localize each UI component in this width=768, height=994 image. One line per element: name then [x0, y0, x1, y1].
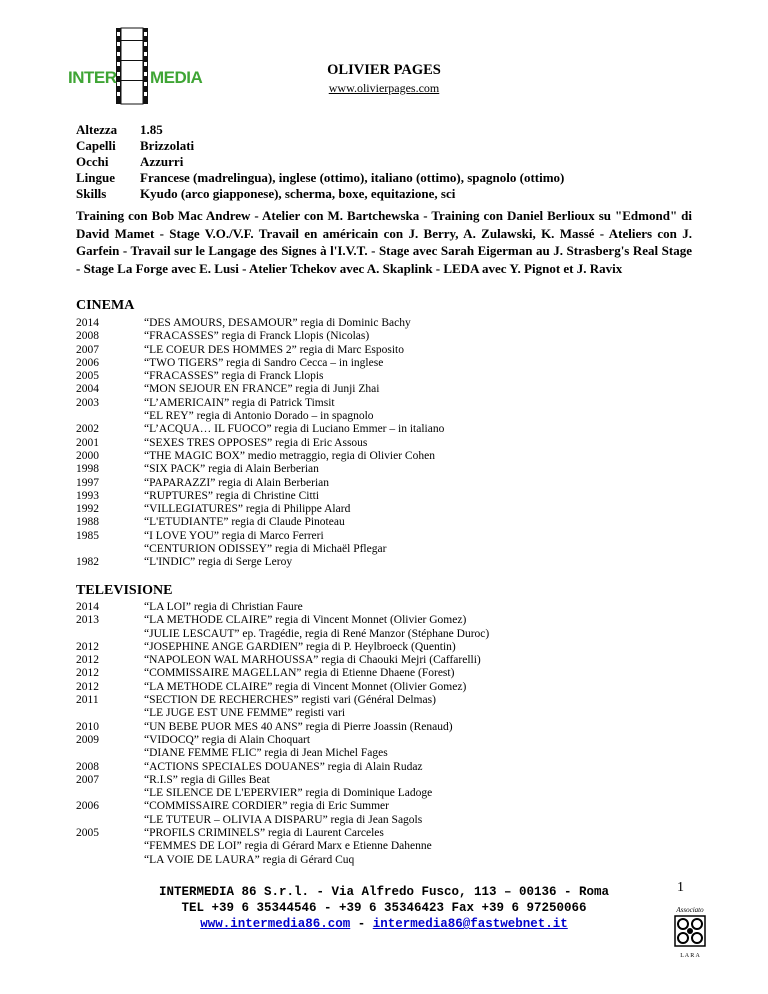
attribute-value: Francese (madrelingua), inglese (ottimo), italiano (ottimo), spagnolo (ottimo) — [140, 170, 565, 185]
cinema-list — [76, 317, 444, 570]
tv-heading: TELEVISIONE — [76, 583, 173, 598]
cinema-heading: CINEMA — [76, 298, 135, 313]
tv-entry — [76, 641, 489, 654]
entry-year: 2009 — [76, 733, 99, 746]
entry-year — [76, 854, 144, 867]
entry-year: 2014 — [76, 601, 99, 613]
website-link[interactable]: www.olivierpages.com — [328, 81, 440, 95]
entry-year: 1988 — [76, 516, 99, 529]
cinema-entry — [76, 556, 444, 569]
cinema-entry — [76, 344, 444, 357]
footer — [0, 884, 768, 932]
entry-title: “UN BEBE PUOR MES 40 ANS” regia di Pierre Joassin (Renaud) — [144, 720, 453, 733]
entry-title: “R.I.S” regia di Gilles Beat — [144, 773, 270, 786]
entry-year: 2012 — [76, 667, 99, 680]
tv-entry — [76, 787, 489, 800]
entry-year: 2004 — [76, 383, 99, 396]
logo-text-right: MEDIA — [150, 68, 203, 87]
entry-year: 1982 — [76, 556, 99, 569]
actor-name: OLIVIER PAGES — [327, 62, 441, 78]
tv-entry — [76, 800, 489, 813]
entry-year — [76, 814, 144, 827]
cinema-entry — [76, 317, 444, 330]
entry-title: “SEXES TRES OPPOSES” regia di Eric Assous — [144, 436, 368, 449]
associate-label: Associato — [676, 906, 704, 914]
entry-title: “I LOVE YOU” regia di Marco Ferreri — [144, 529, 324, 542]
cinema-entry — [76, 477, 444, 490]
attribute-row — [76, 154, 564, 170]
entry-year: 1998 — [76, 463, 99, 476]
entry-title: “DES AMOURS, DESAMOUR” regia di Dominic Bachy — [144, 317, 411, 329]
tv-entry — [76, 628, 489, 641]
cinema-entry — [76, 530, 444, 543]
entry-title: “PROFILS CRIMINELS” regia di Laurent Carceles — [144, 827, 384, 840]
entry-year: 2012 — [76, 654, 99, 667]
entry-title: “ACTIONS SPECIALES DOUANES” regia di Alain Rudaz — [144, 760, 423, 773]
attribute-value: Brizzolati — [140, 138, 195, 153]
entry-year: 1992 — [76, 503, 99, 516]
entry-year: 2008 — [76, 330, 99, 343]
cinema-entry — [76, 543, 444, 556]
tv-entry — [76, 654, 489, 667]
footer-address: INTERMEDIA 86 S.r.l. - Via Alfredo Fusco, 113 – 00136 - Roma — [158, 885, 610, 899]
entry-year: 2013 — [76, 614, 99, 627]
tv-list — [76, 601, 489, 867]
training-paragraph: Training con Bob Mac Andrew - Atelier con M. Bartchewska - Training con Daniel Berlioux su "Edmond" di David Mamet - Stage V.O./V.F. Travail en américain con J. Berry, A. Zulawski, K. Massé - Ateliers con J. Garfein - Travail sur le Langage des Signes à l'I.V.T. - Stage avec Sarah Eigerman au J. Strasberg's Real Stage - Stage La Forge avec E. Lusi - Atelier Tchekov avec A. Skaplink - LEDA avec Y. Pignot et J. Ravix — [76, 208, 692, 276]
cinema-entry — [76, 330, 444, 343]
cinema-entry — [76, 490, 444, 503]
entry-title: “LA VOIE DE LAURA” regia di Gérard Cuq — [144, 853, 355, 866]
entry-title: “COMMISSAIRE CORDIER” regia di Eric Summer — [144, 800, 389, 813]
entry-title: “L'ETUDIANTE” regia di Claude Pinoteau — [144, 516, 345, 529]
attribute-row — [76, 170, 564, 186]
footer-separator: - — [350, 917, 373, 931]
entry-year: 2002 — [76, 423, 99, 436]
tv-entry — [76, 827, 489, 840]
cinema-entry — [76, 383, 444, 396]
entry-year: 2000 — [76, 449, 99, 462]
attribute-value: Azzurri — [140, 154, 184, 169]
logo-text-left: INTER — [68, 68, 117, 87]
cinema-entry — [76, 503, 444, 516]
entry-title: “LA METHODE CLAIRE” regia di Vincent Monnet (Olivier Gomez) — [144, 680, 467, 693]
cinema-entry — [76, 450, 444, 463]
entry-year: 2003 — [76, 396, 99, 409]
entry-title: “DIANE FEMME FLIC” regia di Jean Michel Fages — [144, 747, 388, 760]
entry-year — [76, 747, 144, 760]
entry-title: “TWO TIGERS” regia di Sandro Cecca – in inglese — [144, 356, 384, 369]
tv-entry — [76, 761, 489, 774]
footer-phone: TEL +39 6 35344546 - +39 6 35346423 Fax +39 6 97250066 — [181, 901, 587, 915]
entry-title: “THE MAGIC BOX” medio metraggio, regia di Olivier Cohen — [144, 449, 435, 462]
page-number: 1 — [677, 880, 684, 895]
cinema-entry — [76, 463, 444, 476]
entry-year: 2005 — [76, 370, 99, 383]
entry-year: 2012 — [76, 640, 99, 653]
entry-title: “FRACASSES” regia di Franck Llopis — [144, 370, 324, 383]
entry-year: 1985 — [76, 529, 99, 542]
tv-entry — [76, 814, 489, 827]
entry-title: “LE SILENCE DE L'EPERVIER” regia di Dominique Ladoge — [144, 787, 433, 800]
entry-year: 2012 — [76, 680, 99, 693]
entry-year: 2001 — [76, 436, 99, 449]
entry-title: “JULIE LESCAUT” ep. Tragédie, regia di René Manzor (Stéphane Duroc) — [144, 627, 490, 640]
entry-year: 2007 — [76, 773, 99, 786]
footer-email-link[interactable]: intermedia86@fastwebnet.it — [372, 917, 568, 931]
entry-year: 1997 — [76, 476, 99, 489]
entry-year: 2005 — [76, 827, 99, 840]
cinema-entry — [76, 410, 444, 423]
entry-title: “LA LOI” regia di Christian Faure — [144, 601, 303, 613]
entry-year: 1993 — [76, 489, 99, 502]
entry-title: “RUPTURES” regia di Christine Citti — [144, 489, 320, 502]
tv-entry — [76, 721, 489, 734]
entry-year: 2006 — [76, 356, 99, 369]
entry-title: “PAPARAZZI” regia di Alain Berberian — [144, 476, 330, 489]
entry-title: “L'INDIC” regia di Serge Leroy — [144, 556, 293, 569]
tv-entry — [76, 667, 489, 680]
entry-year — [76, 543, 144, 556]
attribute-row — [76, 186, 564, 202]
entry-title: “FRACASSES” regia di Franck Llopis (Nicolas) — [144, 330, 370, 343]
entry-title: “SIX PACK” regia di Alain Berberian — [144, 463, 319, 476]
entry-title: “JOSEPHINE ANGE GARDIEN” regia di P. Heylbroeck (Quentin) — [144, 640, 456, 653]
associate-org: L A R A — [680, 953, 700, 959]
tv-entry — [76, 707, 489, 720]
cinema-entry — [76, 357, 444, 370]
entry-year: 2008 — [76, 760, 99, 773]
entry-year: 2010 — [76, 720, 99, 733]
entry-title: “VIDOCQ” regia di Alain Choquart — [144, 733, 311, 746]
entry-year — [76, 840, 144, 853]
cinema-entry — [76, 397, 444, 410]
tv-entry — [76, 774, 489, 787]
lara-emblem-icon — [673, 914, 707, 948]
cinema-entry — [76, 516, 444, 529]
tv-entry — [76, 601, 489, 614]
attribute-key: Capelli — [76, 138, 116, 153]
tv-entry — [76, 854, 489, 867]
entry-title: “MON SEJOUR EN FRANCE” regia di Junji Zhai — [144, 383, 380, 396]
entry-year — [76, 628, 144, 641]
associate-badge — [668, 906, 712, 959]
attribute-key: Skills — [76, 186, 107, 201]
entry-year: 2014 — [76, 317, 99, 329]
entry-title: “VILLEGIATURES” regia di Philippe Alard — [144, 503, 351, 516]
entry-year: 2011 — [76, 694, 99, 707]
entry-year — [76, 410, 144, 423]
entry-title: “NAPOLEON WAL MARHOUSSA” regia di Chaouki Mejri (Caffarelli) — [144, 654, 481, 667]
entry-title: “LE TUTEUR – OLIVIA A DISPARU” regia di Jean Sagols — [144, 813, 423, 826]
cinema-entry — [76, 437, 444, 450]
header — [0, 62, 768, 96]
attribute-value: Kyudo (arco giapponese), scherma, boxe, equitazione, sci — [140, 186, 456, 201]
entry-title: “LA METHODE CLAIRE” regia di Vincent Monnet (Olivier Gomez) — [144, 614, 467, 627]
attribute-value: 1.85 — [140, 122, 163, 137]
cinema-entry — [76, 370, 444, 383]
entry-title: “COMMISSAIRE MAGELLAN” regia di Etienne Dhaene (Forest) — [144, 667, 455, 680]
entry-year — [76, 707, 144, 720]
entry-title: “CENTURION ODISSEY” regia di Michaël Pflegar — [144, 543, 387, 556]
attribute-key: Occhi — [76, 154, 109, 169]
attribute-key: Altezza — [76, 122, 118, 137]
entry-title: “LE JUGE EST UNE FEMME” registi vari — [144, 707, 346, 720]
tv-entry — [76, 614, 489, 627]
entry-title: “FEMMES DE LOI” regia di Gérard Marx e Etienne Dahenne — [144, 840, 432, 853]
tv-entry — [76, 840, 489, 853]
tv-entry — [76, 734, 489, 747]
tv-entry — [76, 747, 489, 760]
entry-title: “SECTION DE RECHERCHES” registi vari (Général Delmas) — [144, 694, 436, 707]
attribute-row — [76, 122, 564, 138]
entry-title: “LE COEUR DES HOMMES 2” regia di Marc Esposito — [144, 343, 404, 356]
tv-entry — [76, 694, 489, 707]
attribute-key: Lingue — [76, 170, 116, 185]
attribute-row — [76, 138, 564, 154]
entry-year — [76, 787, 144, 800]
cinema-entry — [76, 423, 444, 436]
entry-title: “L’ACQUA… IL FUOCO” regia di Luciano Emmer – in italiano — [144, 423, 445, 436]
attributes-table — [76, 122, 564, 202]
entry-title: “L’AMERICAIN” regia di Patrick Timsit — [144, 396, 335, 409]
entry-year: 2006 — [76, 800, 99, 813]
entry-title: “EL REY” regia di Antonio Dorado – in spagnolo — [144, 410, 374, 423]
entry-year: 2007 — [76, 343, 99, 356]
footer-website-link[interactable]: www.intermedia86.com — [200, 917, 351, 931]
tv-entry — [76, 681, 489, 694]
